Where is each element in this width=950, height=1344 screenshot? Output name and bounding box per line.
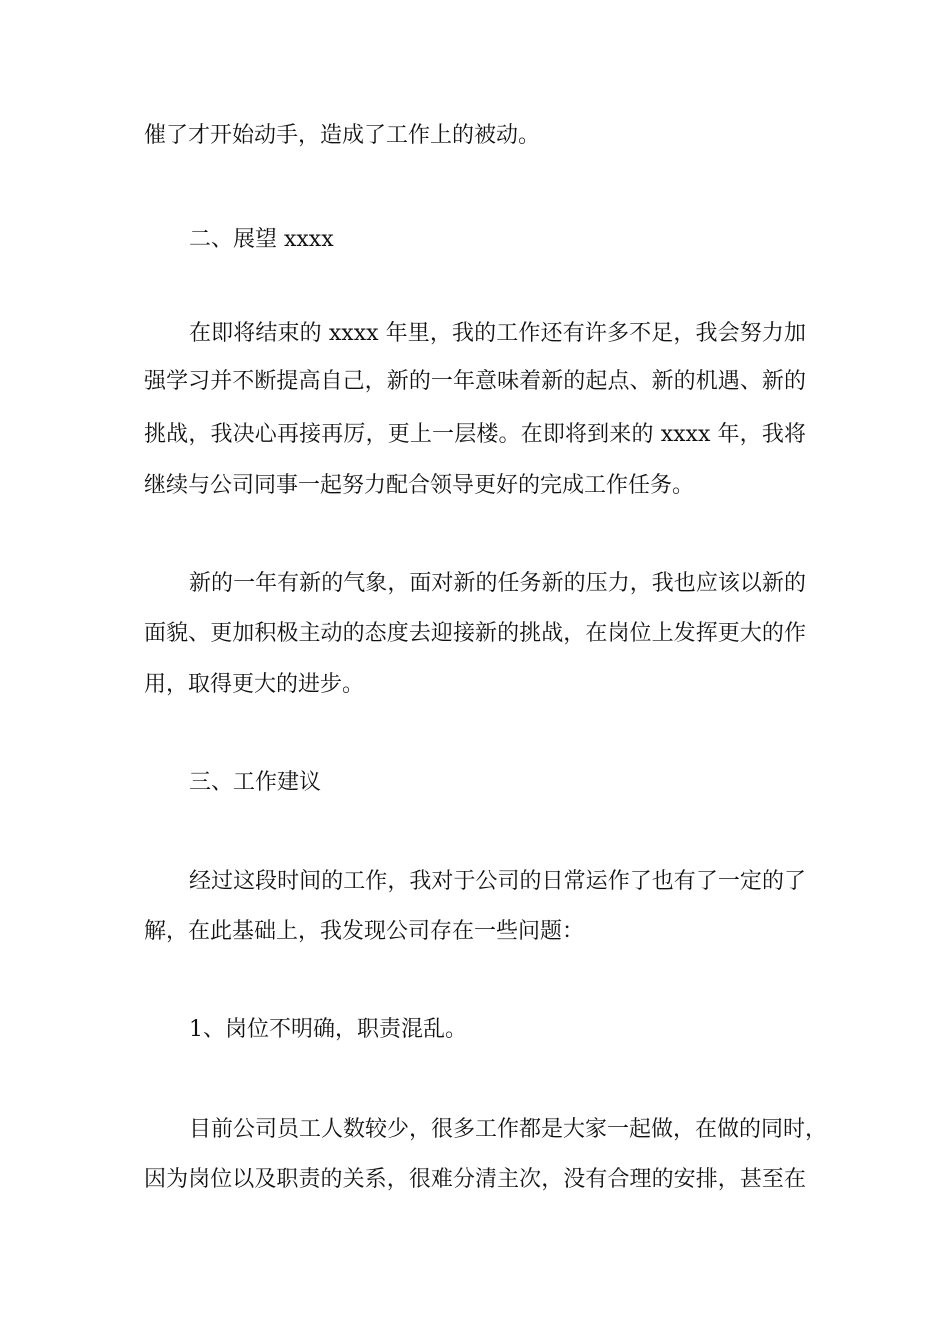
paragraph-line: 用，取得更大的进步。	[144, 672, 365, 697]
paragraph-line: 面貌、更加积极主动的态度去迎接新的挑战，在岗位上发挥更大的作	[144, 621, 806, 646]
section-heading-outlook: 二、展望 xxxx	[189, 227, 334, 252]
paragraph-line: 强学习并不断提高自己，新的一年意味着新的起点、新的机遇、新的	[144, 369, 806, 394]
numbered-item-1: 1、岗位不明确，职责混乱。	[189, 1017, 467, 1042]
paragraph-line: 因为岗位以及职责的关系，很难分清主次，没有合理的安排，甚至在	[144, 1167, 806, 1192]
paragraph-line: 新的一年有新的气象，面对新的任务新的压力，我也应该以新的	[189, 571, 806, 596]
paragraph-line: 经过这段时间的工作，我对于公司的日常运作了也有了一定的了	[189, 869, 806, 894]
paragraph-line: 目前公司员工人数较少，很多工作都是大家一起做，在做的同时，	[189, 1117, 828, 1142]
paragraph-line: 在即将结束的 xxxx 年里，我的工作还有许多不足，我会努力加	[189, 321, 806, 346]
section-heading-suggestions: 三、工作建议	[189, 770, 322, 795]
paragraph-continuation-line: 催了才开始动手，造成了工作上的被动。	[144, 123, 541, 148]
paragraph-line: 解，在此基础上，我发现公司存在一些问题：	[144, 919, 585, 944]
paragraph-line: 挑战，我决心再接再厉，更上一层楼。在即将到来的 xxxx 年，我将	[144, 422, 806, 447]
paragraph-line: 继续与公司同事一起努力配合领导更好的完成工作任务。	[144, 473, 695, 498]
